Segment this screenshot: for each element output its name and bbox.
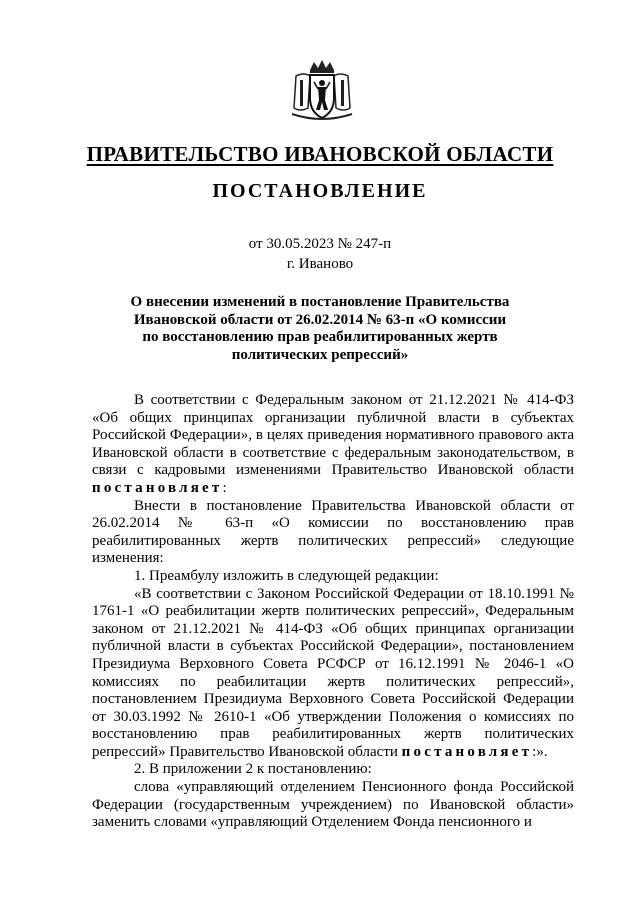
- subject-line: по восстановлению прав реабилитированных жертв: [142, 329, 498, 345]
- coat-of-arms-icon: [290, 58, 354, 122]
- paragraph: Внести в постановление Правительства Ивановской области от 26.02.2014 № 63-п «О комиссии по восстановлению прав реабилитированных жертв политических репрессий» следующие изменения:: [92, 497, 574, 567]
- subject-line: политических репрессий»: [231, 346, 409, 363]
- paragraph: слова «управляющий отделением Пенсионного фонда Российской Федерации (государственным учреждением) по Ивановской области» заменить словами «управляющий Отделением Фонда пенсионного и: [92, 779, 574, 831]
- paragraph-text: «В соответствии с Законом Российской Федерации от 18.10.1991 № 1761-1 «О реабилитации жертв политических репрессий», Федеральным законом от 21.12.2021 № 414-ФЗ «Об общих принципах организации публичной власти в субъектах Российской Федерации», постановлением Президиума Верховного Совета РСФСР от 16.12.1991 № 2046-1 «О комиссиях по реабилитации жертв политических репрессий», постановлением Президиума Верховного Совета Российской Федерации от 30.03.1992 № 2610-1 «Об утверждении Положения о комиссиях по восстановлению прав реабилитированных жертв политических репрессий» Правительство Ивановской области: [92, 585, 574, 760]
- document-body: [92, 392, 574, 832]
- city: г. Иваново: [286, 256, 354, 272]
- paragraph: 2. В приложении 2 к постановлению:: [134, 761, 372, 778]
- punctuation: :: [222, 479, 227, 496]
- decree-word: постановляет: [401, 743, 533, 760]
- punctuation: :».: [532, 743, 548, 760]
- government-title: ПРАВИТЕЛЬСТВО ИВАНОВСКОЙ ОБЛАСТИ: [86, 142, 554, 166]
- paragraph: 1. Преамбулу изложить в следующей редакции:: [134, 567, 439, 584]
- subject-line: О внесении изменений в постановление Правительства: [130, 294, 510, 310]
- document-type: ПОСТАНОВЛЕНИЕ: [212, 180, 428, 202]
- decree-word: постановляет: [92, 479, 223, 496]
- subject-line: Ивановской области от 26.02.2014 № 63-п «О комиссии: [133, 311, 507, 328]
- document-subject: [90, 294, 550, 364]
- date-number: от 30.05.2023 № 247-п: [248, 236, 392, 252]
- paragraph: [92, 586, 574, 762]
- paragraph: [92, 392, 574, 498]
- paragraph-text: В соответствии с Федеральным законом от 21.12.2021 № 414-ФЗ «Об общих принципах организации публичной власти в субъектах Российской Федерации», в целях приведения нормативного правового акта Ивановской области в соответствие с федеральным законодательством, в связи с кадровыми изменениями Правительство Ивановской области: [92, 392, 574, 479]
